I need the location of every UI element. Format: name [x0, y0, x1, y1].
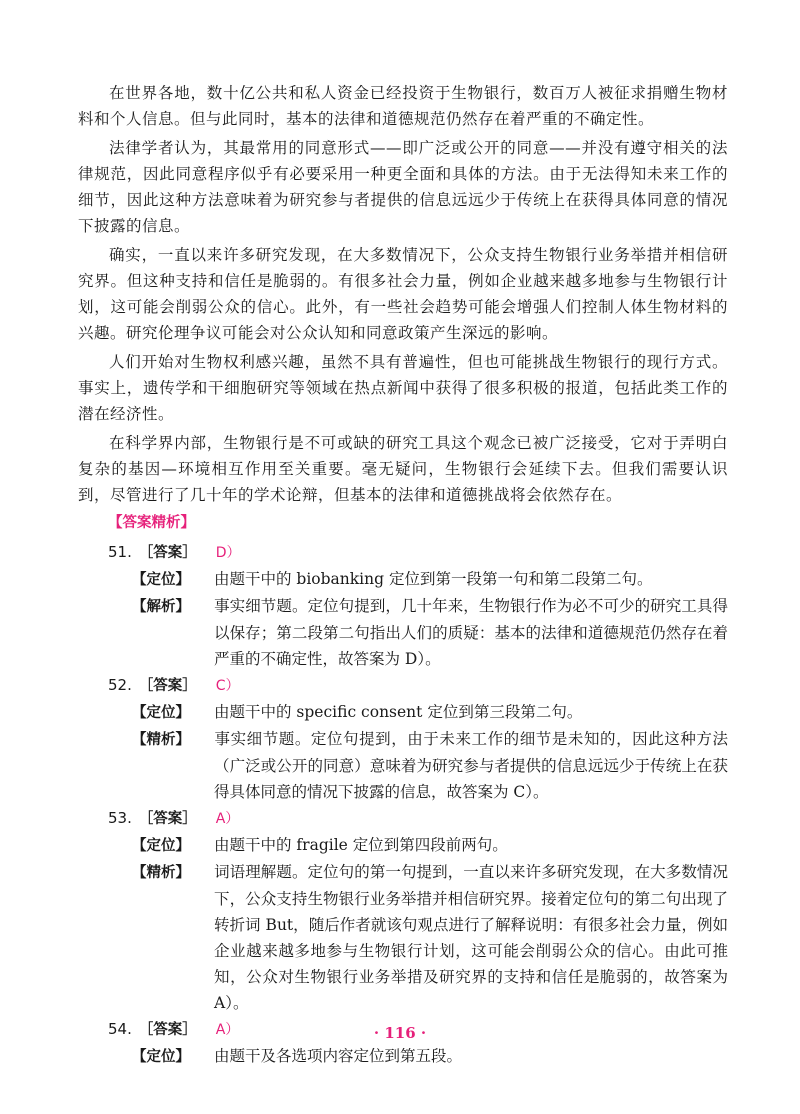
answer-tag: ［答案］	[138, 678, 197, 694]
question-number: 52.	[108, 676, 132, 694]
locate-line	[132, 699, 728, 726]
locate-text: 由题干中的 specific consent 定位到第三段第二句。	[214, 703, 583, 721]
answer-value: A）	[215, 811, 240, 827]
locate-text: 由题干及各选项内容定位到第五段。	[214, 1047, 463, 1065]
question-number: 54.	[108, 1020, 132, 1038]
answer-line	[108, 539, 728, 566]
locate-tag: 【定位】	[132, 572, 190, 588]
analysis-line	[132, 726, 728, 805]
question-number: 51.	[108, 543, 132, 561]
answer-line	[108, 672, 728, 699]
question-53	[108, 805, 728, 1016]
passage-paragraph-3: 确实，一直以来许多研究发现，在大多数情况下，公众支持生物银行业务举措并相信研究界。但这种支持和信任是脆弱的。有很多社会力量，例如企业越来越多地参与生物银行计划，这可能会削弱公众的信心。此外，有一些社会趋势可能会增强人们控制人体生物材料的兴趣。研究伦理争议可能会对公众认知和同意政策产生深远的影响。	[78, 246, 728, 342]
question-number: 53.	[108, 809, 132, 827]
answer-line	[108, 805, 728, 832]
passage-paragraph-5: 在科学界内部，生物银行是不可或缺的研究工具这个观念已被广泛接受，它对于弄明白复杂的基因—环境相互作用至关重要。毫无疑问，生物银行会延续下去。但我们需要认识到，尽管进行了几十年的学术论辩，但基本的法律和道德挑战将会依然存在。	[78, 434, 728, 504]
page-number: · 116 ·	[373, 1024, 427, 1042]
answer-tag: ［答案］	[138, 811, 197, 827]
analysis-line	[132, 593, 728, 672]
analysis-text: 事实细节题。定位句提到，几十年来，生物银行作为必不可少的研究工具得以保存；第二段第二句指出人们的质疑：基本的法律和道德规范仍然存在着严重的不确定性，故答案为 D）。	[214, 597, 728, 668]
answer-value: C）	[215, 678, 240, 694]
passage-paragraph-1: 在世界各地，数十亿公共和私人资金已经投资于生物银行，数百万人被征求捐赠生物材料和个人信息。但与此同时，基本的法律和道德规范仍然存在着严重的不确定性。	[78, 84, 728, 128]
analysis-tag: 【精析】	[132, 732, 190, 748]
answer-tag: ［答案］	[138, 545, 197, 561]
locate-text: 由题干中的 biobanking 定位到第一段第一句和第二段第二句。	[214, 570, 653, 588]
answer-analysis-heading: 【答案精析】	[108, 515, 195, 531]
question-52	[108, 672, 728, 805]
analysis-text: 词语理解题。定位句的第一句提到，一直以来许多研究发现，在大多数情况下，公众支持生物银行业务举措并相信研究界。接着定位句的第二句出现了转折词 But，随后作者就该句观点进行了解释说明：有很多社会力量，例如企业越来越多地参与生物银行计划，这可能会削弱公众的信心。由此可推知，公众对生物银行业务举措及研究界的支持和信任是脆弱的，故答案为 A）。	[214, 863, 728, 1012]
analysis-text: 事实细节题。定位句提到，由于未来工作的细节是未知的，因此这种方法（广泛或公开的同意）意味着为研究参与者提供的信息远远少于传统上在获得具体同意的情况下披露的信息，故答案为 C）。	[214, 730, 728, 801]
analysis-line	[132, 859, 728, 1016]
locate-line	[132, 1043, 728, 1070]
answer-tag: ［答案］	[138, 1022, 197, 1038]
analysis-tag: 【精析】	[132, 865, 190, 881]
analysis-tag: 【解析】	[132, 599, 190, 615]
locate-tag: 【定位】	[132, 1049, 190, 1065]
question-51	[108, 539, 728, 672]
document-page	[78, 80, 728, 1070]
locate-tag: 【定位】	[132, 705, 190, 721]
locate-line	[132, 832, 728, 859]
answer-value: A）	[215, 1022, 240, 1038]
locate-text: 由题干中的 fragile 定位到第四段前两句。	[214, 836, 508, 854]
passage-paragraph-2: 法律学者认为，其最常用的同意形式——即广泛或公开的同意——并没有遵守相关的法律规范，因此同意程序似乎有必要采用一种更全面和具体的方法。由于无法得知未来工作的细节，因此这种方法意味着为研究参与者提供的信息远远少于传统上在获得具体同意的情况下披露的信息。	[78, 139, 728, 235]
answer-value: D）	[215, 545, 241, 561]
locate-tag: 【定位】	[132, 838, 190, 854]
passage-paragraph-4: 人们开始对生物权利感兴趣，虽然不具有普遍性，但也可能挑战生物银行的现行方式。事实上，遗传学和干细胞研究等领域在热点新闻中获得了很多积极的报道，包括此类工作的潜在经济性。	[78, 353, 728, 423]
locate-line	[132, 566, 728, 593]
